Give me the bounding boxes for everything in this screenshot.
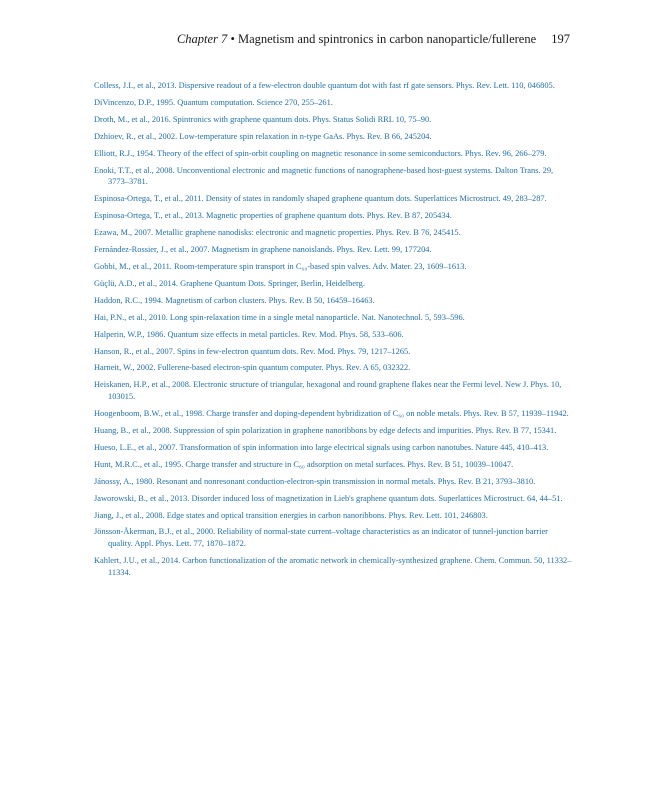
page-number: 197 [551, 32, 570, 46]
chapter-label: Chapter 7 [176, 32, 228, 46]
reference-entry[interactable]: Fernández-Rossier, J., et al., 2007. Magnetism in graphene nanoislands. Phys. Rev. Lett. 99, 177204. [94, 245, 432, 255]
reference-entry[interactable]: Jaworowski, B., et al., 2013. Disorder induced loss of magnetization in Lieb's graphene quantum dots. Superlattices Microstruct. 64, 44–51. [94, 493, 563, 503]
reference-entry[interactable]: Jiang, J., et al., 2008. Edge states and optical transition energies in carbon nanoribbons. Phys. Rev. Lett. 101, 246803. [94, 510, 488, 520]
reference-entry[interactable]: Haddon, R.C., 1994. Magnetism of carbon clusters. Phys. Rev. B 50, 16459–16463. [94, 295, 375, 305]
reference-list [94, 80, 574, 584]
reference-entry[interactable]: Enoki, T.T., et al., 2008. Unconventional electronic and magnetic functions of nanographene-based host-guest systems. Dalton Trans. 29, 3773–3781. [94, 165, 554, 187]
reference-entry[interactable]: Hunt, M.R.C., et al., 1995. Charge transfer and structure in C₆₀ adsorption on metal surfaces. Phys. Rev. B 51, 10039–10047. [94, 459, 514, 469]
reference-entry[interactable]: Espinosa-Ortega, T., et al., 2013. Magnetic properties of graphene quantum dots. Phys. Rev. B 87, 205434. [94, 211, 452, 221]
reference-entry[interactable]: Halperin, W.P., 1986. Quantum size effects in metal particles. Rev. Mod. Phys. 58, 533–606. [94, 329, 404, 339]
reference-entry[interactable]: Hueso, L.E., et al., 2007. Transformation of spin information into large electrical signals using carbon nanotubes. Nature 445, 410–413. [94, 442, 549, 452]
reference-entry[interactable]: Güçlü, A.D., et al., 2014. Graphene Quantum Dots. Springer, Berlin, Heidelberg. [94, 278, 365, 288]
reference-entry[interactable]: Gobbi, M., et al., 2011. Room-temperature spin transport in C₆₀-based spin valves. Adv. Mater. 23, 1609–1613. [94, 261, 467, 271]
reference-entry[interactable]: Kahlert, J.U., et al., 2014. Carbon functionalization of the aromatic network in chemically-synthesized graphene. Chem. Commun. 50, 11332–11334. [94, 556, 572, 578]
reference-entry[interactable]: Droth, M., et al., 2016. Spintronics with graphene quantum dots. Phys. Status Solidi RRL 10, 75–90. [94, 114, 432, 124]
reference-entry[interactable]: Ezawa, M., 2007. Metallic graphene nanodisks: electronic and magnetic properties. Phys. Rev. B 76, 245415. [94, 228, 461, 238]
reference-entry[interactable]: Jánossy, A., 1980. Resonant and nonresonant conduction-electron-spin transmission in normal metals. Phys. Rev. B 21, 3793–3810. [94, 476, 536, 486]
reference-entry[interactable]: Colless, J.I., et al., 2013. Dispersive readout of a few-electron double quantum dot with fast rf gate sensors. Phys. Rev. Lett. 110, 046805. [94, 81, 555, 90]
reference-entry[interactable]: Dzhioev, R., et al., 2002. Low-temperature spin relaxation in n-type GaAs. Phys. Rev. B 66, 245204. [94, 131, 432, 141]
running-header [177, 32, 570, 47]
reference-entry[interactable]: Hoogenboom, B.W., et al., 1998. Charge transfer and doping-dependent hybridization of C₆₀ on noble metals. Phys. Rev. B 57, 11939–11942. [94, 409, 569, 419]
reference-entry[interactable]: Heiskanen, H.P., et al., 2008. Electronic structure of triangular, hexagonal and round graphene flakes near the Fermi level. New J. Phys. 10, 103015. [94, 380, 562, 402]
reference-entry[interactable]: Hai, P.N., et al., 2010. Long spin-relaxation time in a single metal nanoparticle. Nat. Nanotechnol. 5, 593–596. [94, 312, 465, 322]
reference-entry[interactable]: Harneit, W., 2002. Fullerene-based electron-spin quantum computer. Phys. Rev. A 65, 032322. [94, 363, 411, 373]
reference-entry[interactable]: DiVincenzo, D.P., 1995. Quantum computation. Science 270, 255–261. [94, 97, 333, 107]
chapter-title: Magnetism and spintronics in carbon nanoparticle/fullerene [237, 32, 537, 46]
reference-entry[interactable]: Hanson, R., et al., 2007. Spins in few-electron quantum dots. Rev. Mod. Phys. 79, 1217–1265. [94, 346, 411, 356]
reference-entry[interactable]: Elliott, R.J., 1954. Theory of the effect of spin-orbit coupling on magnetic resonance in some semiconductors. Phys. Rev. 96, 266–279. [94, 148, 547, 158]
reference-entry[interactable]: Huang, B., et al., 2008. Suppression of spin polarization in graphene nanoribbons by edge defects and impurities. Phys. Rev. B 77, 15341. [94, 426, 557, 436]
header-bullet: • [230, 32, 235, 46]
reference-entry[interactable]: Jönsson-Åkerman, B.J., et al., 2000. Reliability of normal-state current–voltage characteristics as an indicator of tunnel-junction barrier quality. Appl. Phys. Lett. 77, 1870–1872. [94, 527, 548, 549]
reference-entry[interactable]: Espinosa-Ortega, T., et al., 2011. Density of states in randomly shaped graphene quantum dots. Superlattices Microstruct. 49, 283–287. [94, 194, 547, 204]
